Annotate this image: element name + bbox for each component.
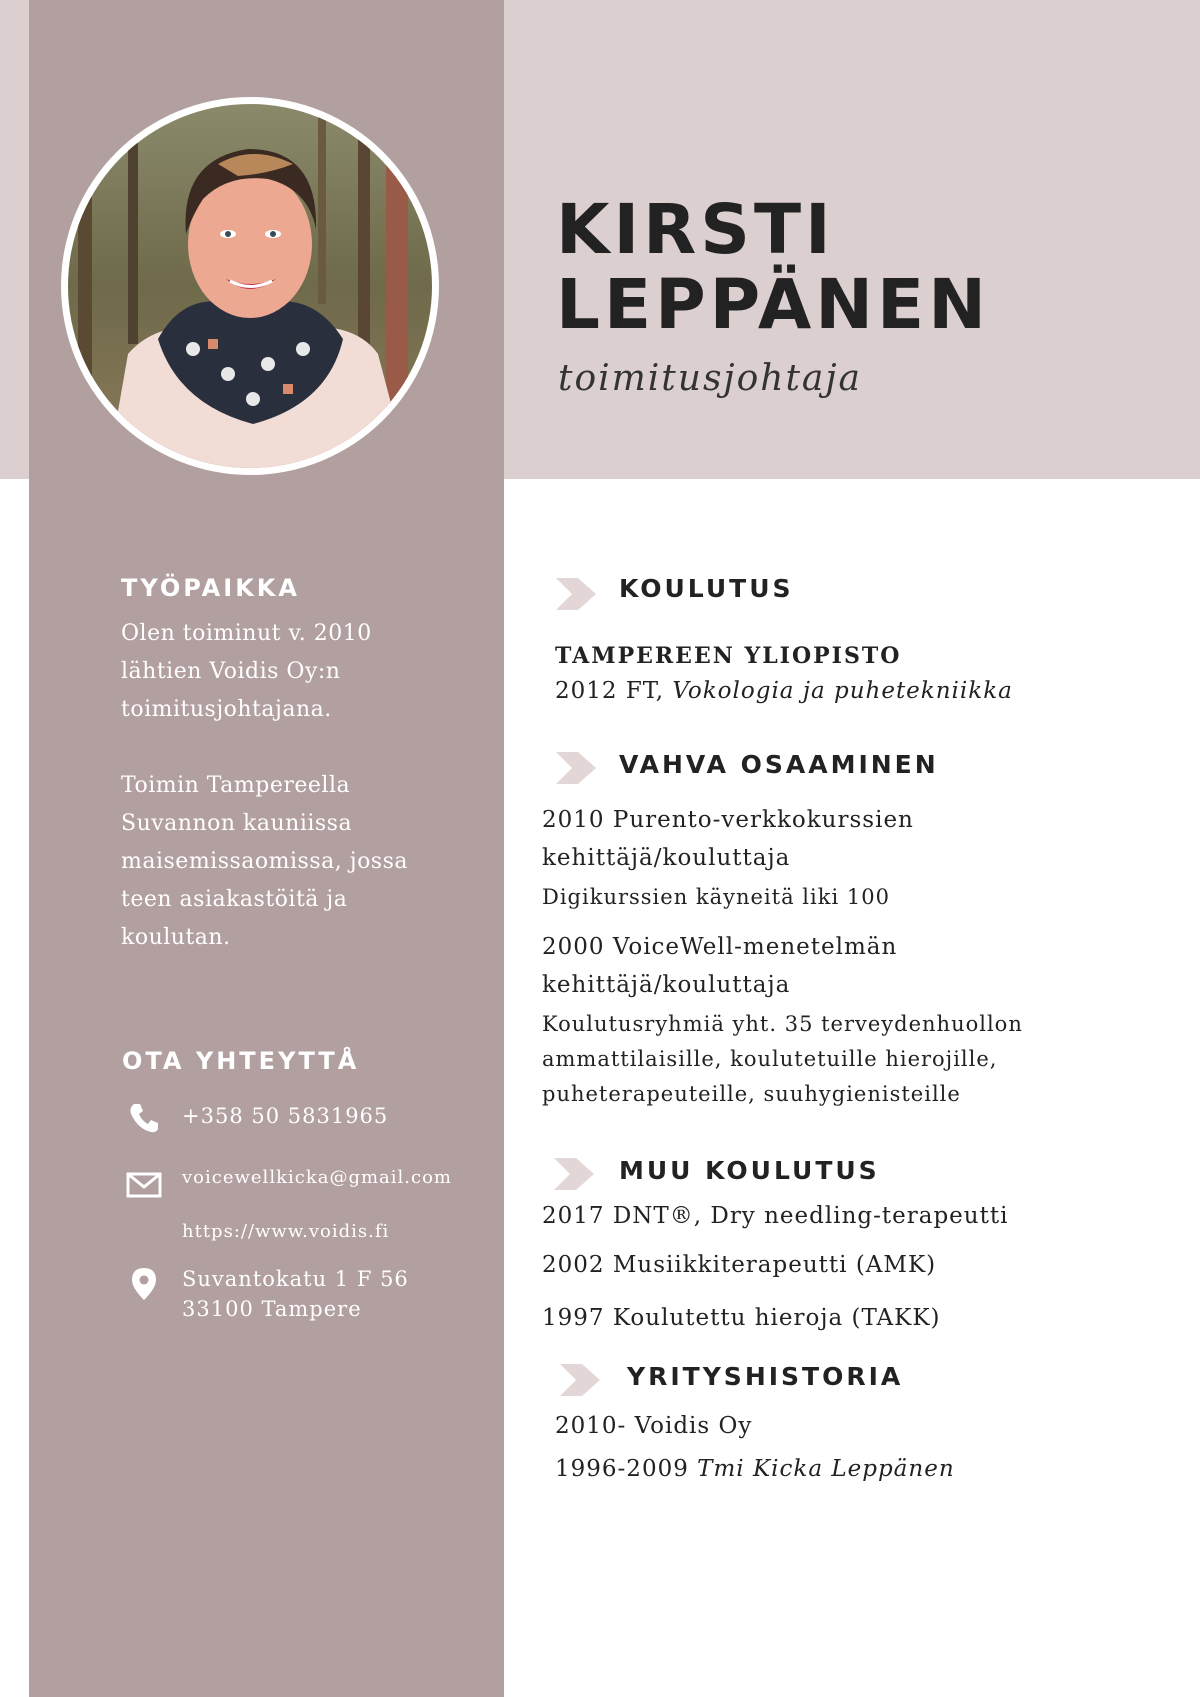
workplace-line: koulutan. bbox=[121, 925, 231, 950]
workplace-line: toimitusjohtajana. bbox=[121, 697, 332, 722]
workplace-heading: TYÖPAIKKA bbox=[121, 574, 300, 602]
workplace-description bbox=[121, 615, 451, 957]
email-address[interactable]: voicewellkicka@gmail.com bbox=[182, 1167, 452, 1188]
company-history-name: Tmi Kicka Leppänen bbox=[697, 1456, 955, 1482]
profile-photo-frame bbox=[61, 97, 439, 475]
workplace-line bbox=[121, 729, 451, 767]
phone-number[interactable]: +358 50 5831965 bbox=[182, 1104, 389, 1128]
section-chevron-icon bbox=[554, 1158, 594, 1190]
workplace-line: Olen toiminut v. 2010 bbox=[121, 621, 372, 646]
workplace-line: Suvannon kauniissa bbox=[121, 811, 353, 836]
website-link[interactable]: https://www.voidis.fi bbox=[182, 1221, 390, 1242]
location-pin-icon bbox=[126, 1266, 162, 1302]
company-history-years: 1996-2009 bbox=[555, 1456, 689, 1482]
job-title: toimitusjohtaja bbox=[558, 358, 863, 399]
company-history-heading: YRITYSHISTORIA bbox=[627, 1362, 904, 1391]
degree-field: Vokologia ja puhetekniikka bbox=[672, 678, 1013, 704]
person-name bbox=[556, 190, 990, 345]
skill-item-note: ammattilaisille, koulutetuille hierojille, bbox=[542, 1047, 998, 1071]
other-education-item: 2017 DNT®, Dry needling-terapeutti bbox=[542, 1203, 1009, 1229]
postal-address bbox=[182, 1264, 409, 1324]
contact-heading: OTA YHTEYTTÅ bbox=[122, 1047, 360, 1075]
skill-item-title: 2000 VoiceWell-menetelmän bbox=[542, 934, 898, 960]
profile-photo bbox=[68, 104, 432, 468]
section-chevron-icon bbox=[556, 578, 596, 610]
degree-line bbox=[555, 678, 1013, 704]
degree-year: 2012 FT, bbox=[555, 678, 665, 704]
workplace-line: lähtien Voidis Oy:n bbox=[121, 659, 341, 684]
other-education-item: 1997 Koulutettu hieroja (TAKK) bbox=[542, 1305, 941, 1331]
education-heading: KOULUTUS bbox=[619, 574, 794, 603]
phone-icon bbox=[126, 1100, 162, 1136]
skills-heading: VAHVA OSAAMINEN bbox=[619, 750, 939, 779]
skill-item-title: kehittäjä/kouluttaja bbox=[542, 972, 791, 998]
company-history-item: 2010- Voidis Oy bbox=[555, 1413, 753, 1439]
company-history-item bbox=[555, 1456, 955, 1482]
workplace-line: Toimin Tampereella bbox=[121, 773, 351, 798]
address-line: Suvantokatu 1 F 56 bbox=[182, 1267, 409, 1291]
last-name: LEPPÄNEN bbox=[556, 265, 990, 345]
school-name: TAMPEREEN YLIOPISTO bbox=[555, 643, 902, 669]
other-education-heading: MUU KOULUTUS bbox=[619, 1156, 880, 1185]
section-chevron-icon bbox=[556, 752, 596, 784]
skill-item-title: 2010 Purento-verkkokurssien bbox=[542, 807, 914, 833]
other-education-item: 2002 Musiikkiterapeutti (AMK) bbox=[542, 1252, 937, 1278]
first-name: KIRSTI bbox=[556, 190, 835, 270]
skill-item-title: kehittäjä/kouluttaja bbox=[542, 845, 791, 871]
skill-item-note: Digikurssien käyneitä liki 100 bbox=[542, 885, 890, 909]
mail-icon bbox=[126, 1168, 162, 1204]
portrait-illustration bbox=[68, 104, 432, 468]
workplace-line: maisemissaomissa, jossa bbox=[121, 849, 409, 874]
workplace-line: teen asiakastöitä ja bbox=[121, 887, 348, 912]
skill-item-note: puheterapeuteille, suuhygienisteille bbox=[542, 1082, 961, 1106]
skill-item-note: Koulutusryhmiä yht. 35 terveydenhuollon bbox=[542, 1012, 1023, 1036]
section-chevron-icon bbox=[560, 1364, 600, 1396]
address-line: 33100 Tampere bbox=[182, 1297, 362, 1321]
